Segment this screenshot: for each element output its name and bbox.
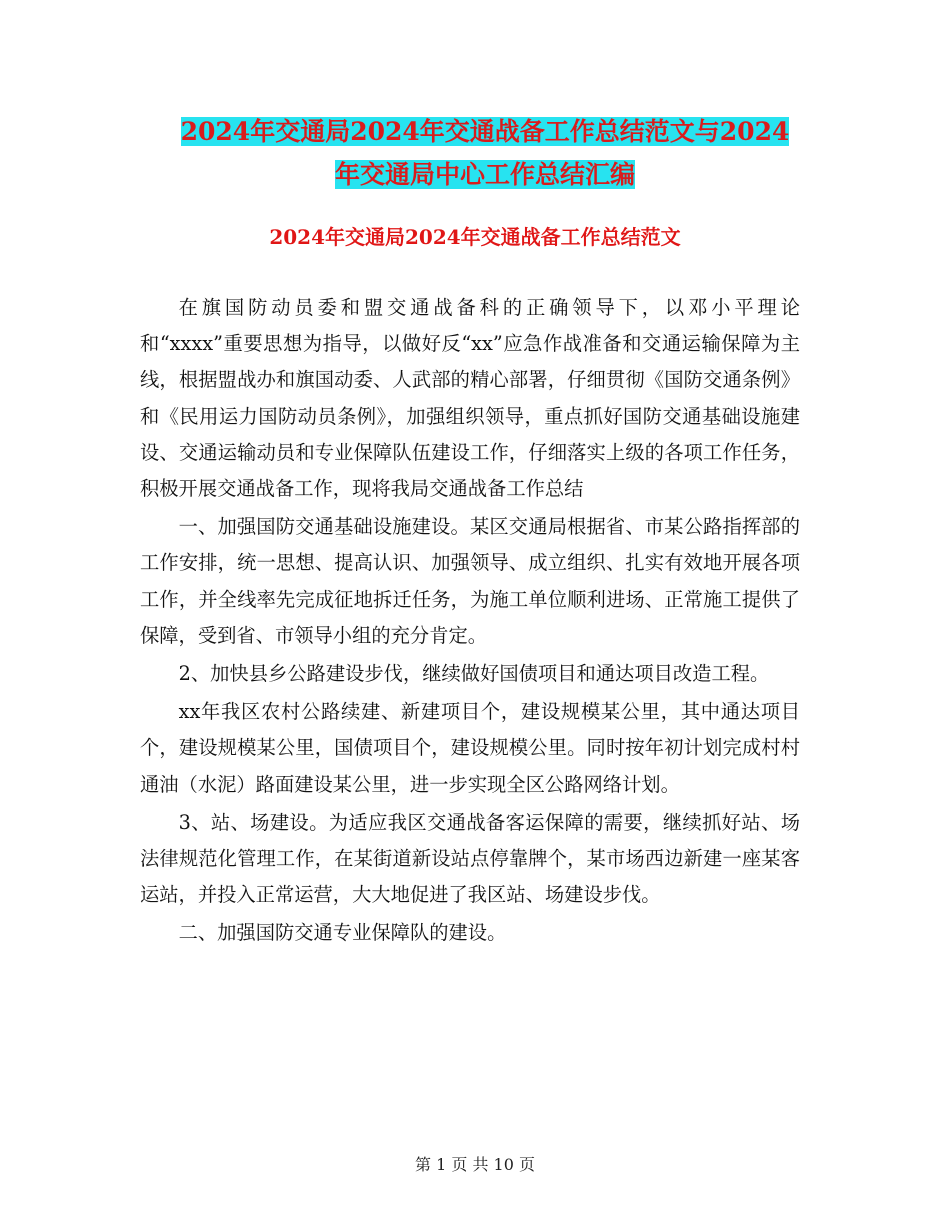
- paragraph: xx年我区农村公路续建、新建项目个，建设规模某公里，其中通达项目个，建设规模某公里，国债项目个，建设规模公里。同时按年初计划完成村村通油（水泥）路面建设某公里，进一步实现全区公路网络计划。: [140, 700, 800, 796]
- page-footer: 第 1 页 共 10 页: [415, 1155, 535, 1174]
- document-title: [140, 110, 830, 196]
- paragraph: 一、加强国防交通基础设施建设。某区交通局根据省、市某公路指挥部的工作安排，统一思想、提高认识、加强领导、成立组织、扎实有效地开展各项工作，并全线率先完成征地拆迁任务，为施工单位顺利进场、正常施工提供了保障，受到省、市领导小组的充分肯定。: [140, 515, 800, 647]
- section-title: 2024年交通局2024年交通战备工作总结范文: [269, 225, 681, 249]
- document-body: [140, 290, 800, 954]
- paragraph: 在旗国防动员委和盟交通战备科的正确领导下，以邓小平理论和“xxxx”重要思想为指导，以做好反“xx”应急作战准备和交通运输保障为主线，根据盟战办和旗国动委、人武部的精心部署，仔细贯彻《国防交通条例》和《民用运力国防动员条例》，加强组织领导，重点抓好国防交通基础设施建设、交通运输动员和专业保障队伍建设工作，仔细落实上级的各项工作任务，积极开展交通战备工作，现将我局交通战备工作总结: [140, 296, 800, 501]
- paragraph: 2、加快县乡公路建设步伐，继续做好国债项目和通达项目改造工程。: [178, 662, 770, 686]
- paragraph: 二、加强国防交通专业保障队的建设。: [178, 921, 507, 945]
- paragraph: 3、站、场建设。为适应我区交通战备客运保障的需要，继续抓好站、场法律规范化管理工作，在某街道新设站点停靠牌个，某市场西边新建一座某客运站，并投入正常运营，大大地促进了我区站、场建设步伐。: [140, 810, 800, 907]
- title-line-1: 2024年交通局2024年交通战备工作总结范文与2024: [180, 117, 790, 146]
- title-line-2: 年交通局中心工作总结汇编: [334, 160, 635, 189]
